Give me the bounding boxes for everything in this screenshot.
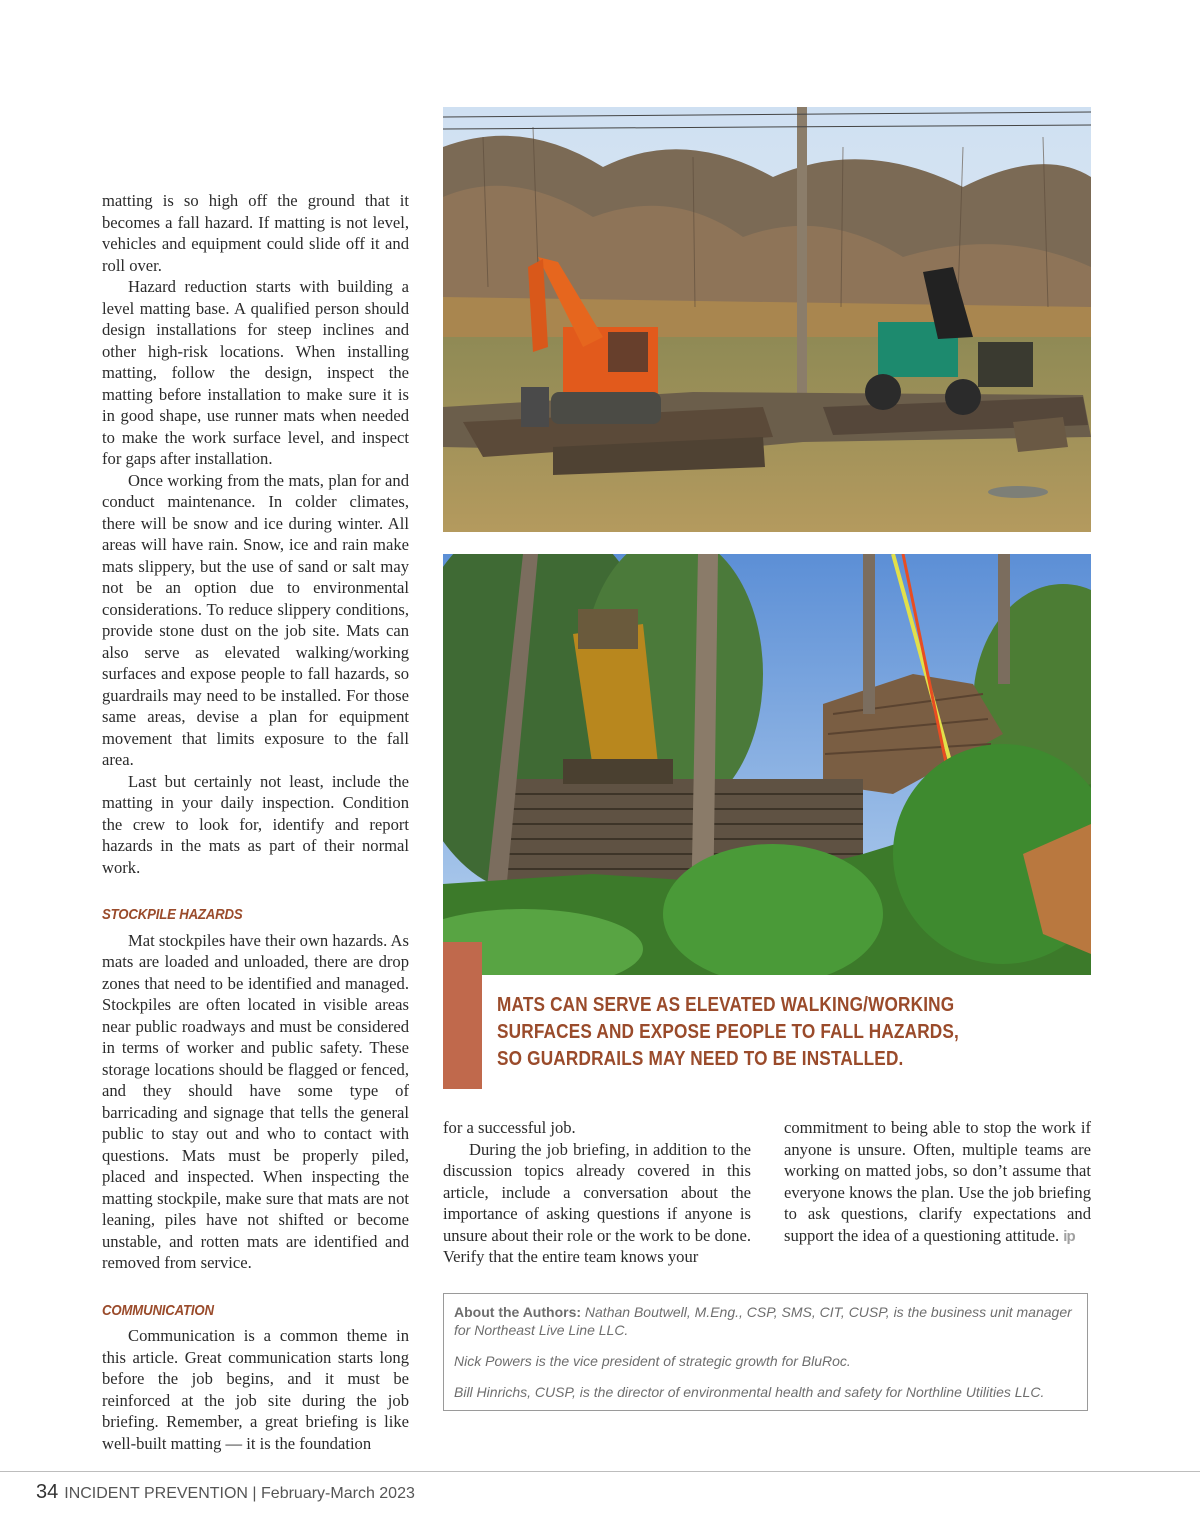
body-paragraph	[784, 1117, 1091, 1247]
issue-date: February-March 2023	[261, 1485, 415, 1502]
left-column	[102, 190, 409, 1454]
body-paragraph: Last but certainly not least, include the matting in your daily inspection. Condition the crew to look for, identify and report hazards in the mats as part of their normal work.	[102, 771, 409, 877]
footer-divider	[0, 1471, 1200, 1472]
author-bio-text: Nathan Boutwell, M.Eng., CSP, SMS, CIT, CUSP, is the business unit manager for Northeast Live Line LLC.	[454, 1304, 1072, 1338]
body-paragraph: for a successful job.	[443, 1118, 576, 1137]
middle-column	[443, 1117, 751, 1268]
author-bio	[454, 1303, 1077, 1339]
about-the-authors-box	[443, 1293, 1088, 1411]
photo-equipment-on-mats	[443, 107, 1091, 532]
photo-elevated-mat-stack	[443, 554, 1091, 975]
author-bio: Bill Hinrichs, CUSP, is the director of environmental health and safety for Northline Utilities LLC.	[454, 1384, 1045, 1400]
photo-caption: MATS CAN SERVE AS ELEVATED WALKING/WORKING SURFACES AND EXPOSE PEOPLE TO FALL HAZARDS, SO GUARDRAILS MAY NEED TO BE INSTALLED.	[497, 994, 959, 1070]
body-paragraph: During the job briefing, in addition to the discussion topics already covered in this article, include a conversation about the importance of asking questions if anyone is unsure about their role or the work to be done. Verify that the entire team knows your	[443, 1139, 751, 1266]
authors-label: About the Authors:	[454, 1304, 582, 1320]
magazine-title: INCIDENT PREVENTION	[64, 1485, 248, 1502]
end-mark-icon: ip	[1063, 1227, 1075, 1245]
body-paragraph: Communication is a common theme in this article. Great communication starts long before the job begins, and it must be reinforced at the job site during the job briefing. Remember, a great briefing is like well-built matting — it is the foundation	[102, 1326, 409, 1453]
body-paragraph: Mat stockpiles have their own hazards. As mats are loaded and unloaded, there are drop zones that need to be identified and managed. Stockpiles are often located in visible areas near public roadways and must be considered in terms of worker and public safety. These storage locations should be flagged or fenced, and they should have some type of barricading and signage that tells the general public to stay out and who to contact with questions. Mats must be properly piled, placed and inspected. When inspecting the matting stockpile, make sure that mats are not leaning, piles have not shifted or become unstable, and rotten mats are identified and removed from service.	[102, 930, 409, 1272]
body-text: commitment to being able to stop the work if anyone is unsure. Often, multiple teams are working on matted jobs, so don’t assume that everyone knows the plan. Use the job briefing to ask questions, clarify expectations and support the idea of a questioning attitude.	[784, 1118, 1091, 1245]
body-paragraph: Once working from the mats, plan for and conduct maintenance. In colder climates, there will be snow and ice during winter. All areas will have rain. Snow, ice and rain make mats slippery, but the use of sand or salt may not be an option due to environmental considerations. To reduce slippery conditions, provide stone dust on the job site. Mats can also serve as elevated walking/working surfaces and expose people to fall hazards, so guardrails may need to be installed. For those same areas, devise a plan for equipment movement that limits exposure to the fall area.	[102, 470, 409, 769]
right-column	[784, 1117, 1091, 1247]
page-number: 34	[36, 1481, 59, 1503]
author-bio: Nick Powers is the vice president of strategic growth for BluRoc.	[454, 1353, 851, 1369]
body-paragraph: Hazard reduction starts with building a level matting base. A qualified person should design installations for steep inclines and other high-risk locations. When installing matting, follow the design, inspect the matting before installation to make sure it is in good shape, use runner mats when needed to make the work surface level, and inspect for gaps after installation.	[102, 277, 409, 468]
page-footer: 34 INCIDENT PREVENTION | February-March 2023	[36, 1481, 415, 1503]
caption-accent-bar	[443, 942, 482, 1089]
heading-stockpile-hazards: STOCKPILE HAZARDS	[102, 906, 243, 923]
heading-communication: COMMUNICATION	[102, 1301, 214, 1319]
body-paragraph: matting is so high off the ground that it becomes a fall hazard. If matting is not level, vehicles and equipment could slide off it and roll over.	[102, 191, 409, 275]
